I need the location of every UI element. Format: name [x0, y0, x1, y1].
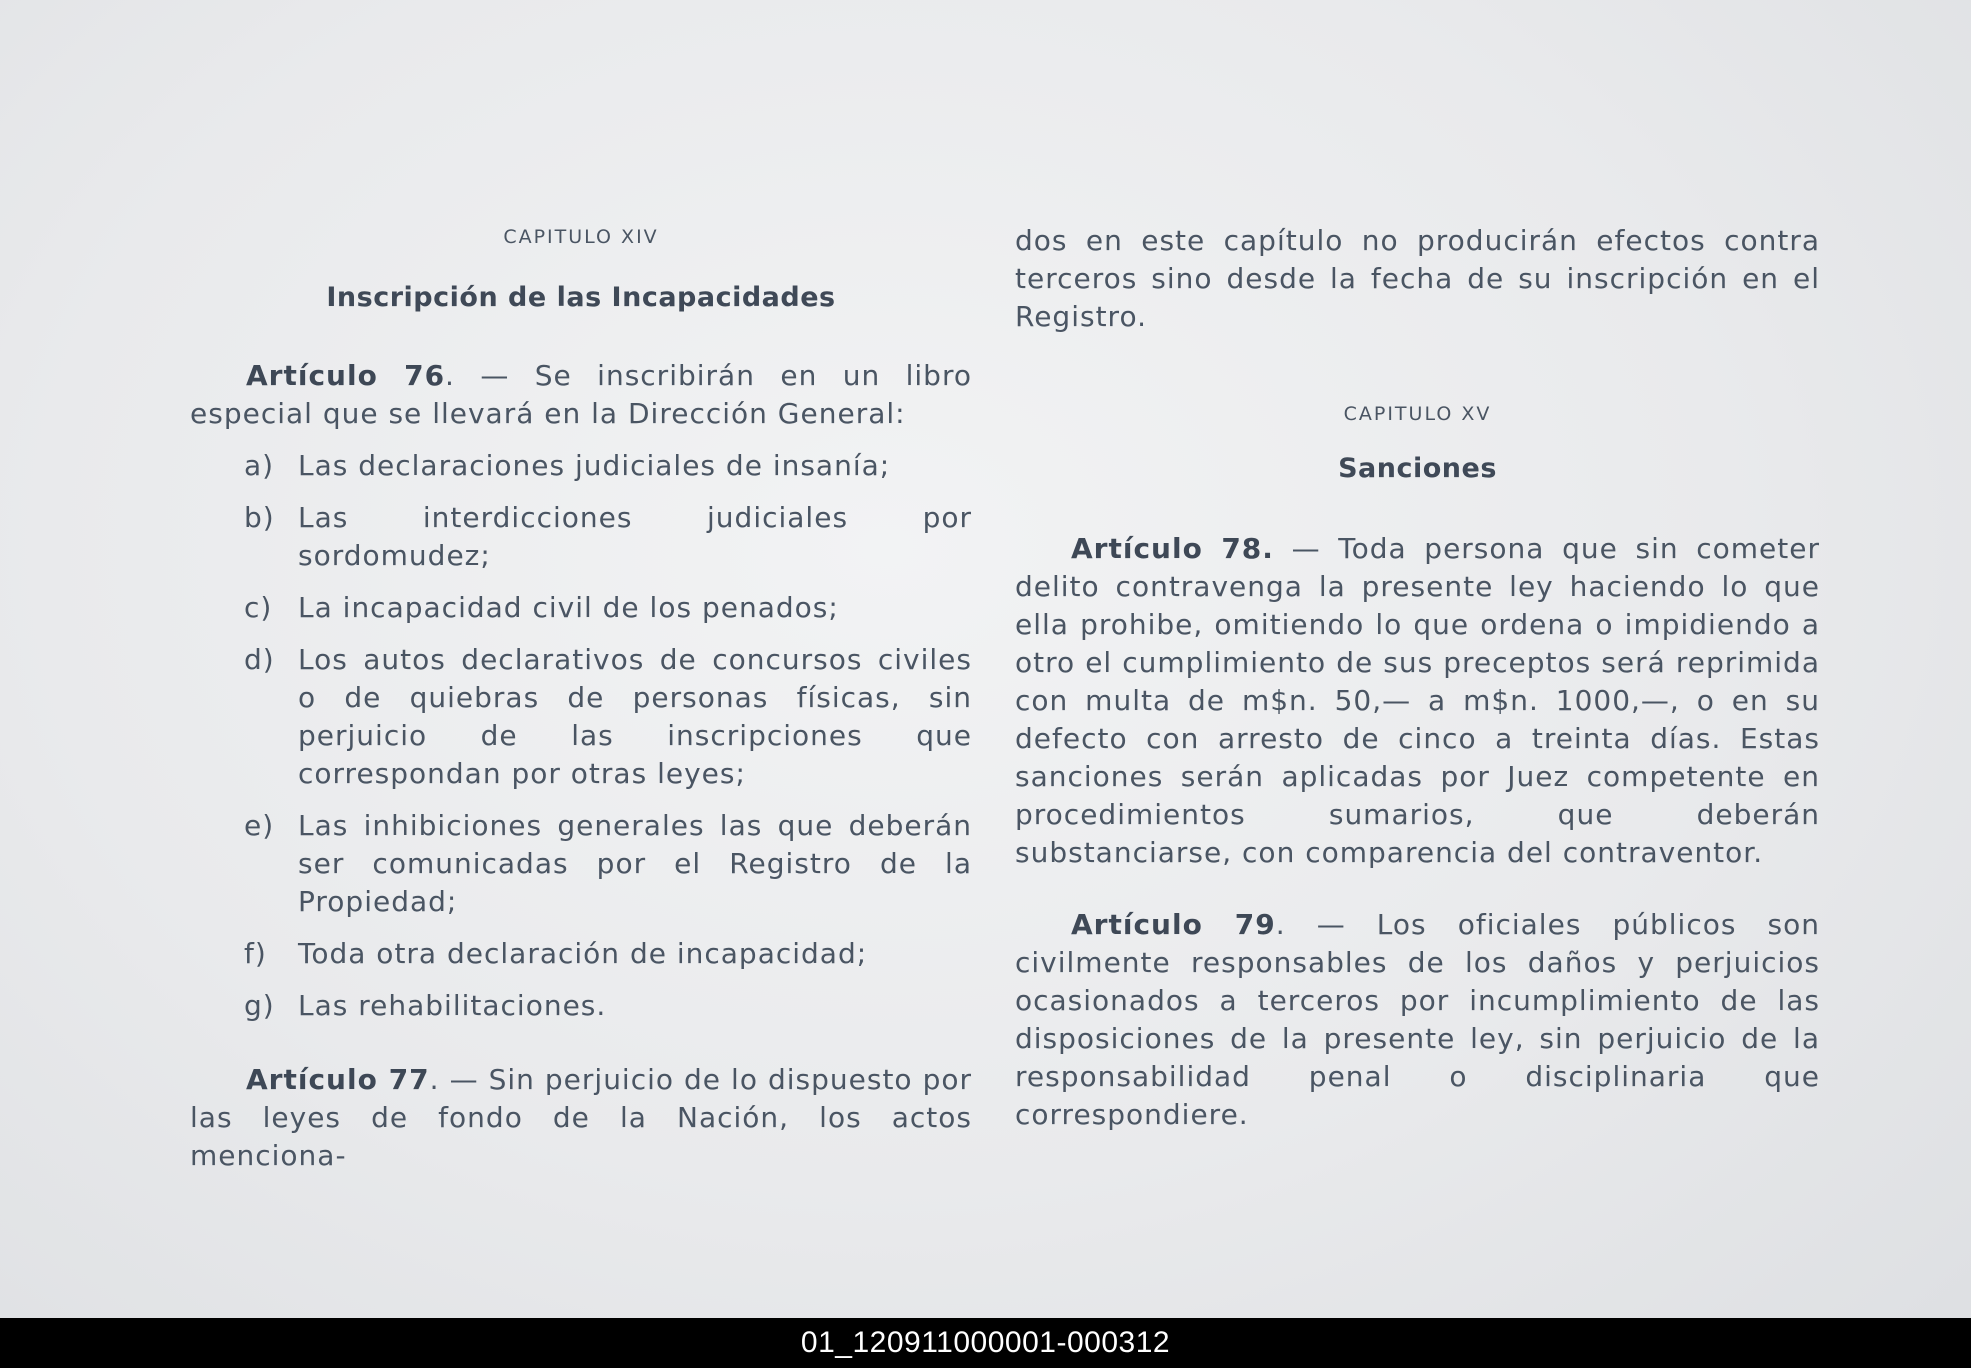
image-id-text: 01_120911000001-000312 [800, 1326, 1171, 1359]
list-item [190, 589, 972, 627]
article-79 [1015, 906, 1820, 1134]
right-column [1015, 222, 1820, 1134]
chapter-xv-label: CAPITULO XV [1343, 403, 1492, 425]
article-76 [190, 357, 972, 433]
list-item-label: b) [244, 501, 275, 534]
article-79-label: Artículo 79 [1071, 908, 1276, 941]
article-79-text: . — Los oficiales públicos son civilmente responsables de los daños y perjuicios ocasionados a terceros por incumplimiento de las disposiciones de la presente ley, sin perjuicio de la responsabilidad penal o disciplinaria que correspondiere. [1015, 908, 1820, 1131]
list-item-label: d) [244, 643, 275, 676]
list-item [190, 499, 972, 575]
article-76-text: . — Se inscribirán en un libro especial que se llevará en la Dirección General: [190, 359, 972, 430]
list-item-label: c) [244, 591, 273, 624]
list-item-text: Las rehabilitaciones. [298, 989, 607, 1022]
chapter-xv-title: Sanciones [1338, 453, 1497, 484]
list-item [190, 807, 972, 921]
article-76-list [190, 447, 972, 1025]
list-item-text: Las inhibiciones generales las que deberán ser comunicadas por el Registro de la Propiedad; [298, 809, 972, 918]
image-id-bar [0, 1318, 1971, 1368]
list-item-label: e) [244, 809, 275, 842]
list-item [190, 987, 972, 1025]
article-78 [1015, 530, 1820, 872]
article-76-label: Artículo 76 [246, 359, 446, 392]
list-item [190, 447, 972, 485]
list-item [190, 641, 972, 793]
article-77 [190, 1061, 972, 1175]
list-item-text: Las declaraciones judiciales de insanía; [298, 449, 891, 482]
list-item-label: f) [244, 937, 267, 970]
left-column [190, 225, 972, 1175]
article-78-label: Artículo 78. [1071, 532, 1274, 565]
article-77-label: Artículo 77 [246, 1063, 430, 1096]
list-item-label: g) [244, 989, 275, 1022]
list-item-text: Los autos declarativos de concursos civiles o de quiebras de personas físicas, sin perjuicio de las inscripciones que correspondan por otras leyes; [298, 643, 972, 790]
article-77-text: . — Sin perjuicio de lo dispuesto por las leyes de fondo de la Nación, los actos menciona- [190, 1063, 972, 1172]
article-77-continuation: dos en este capítulo no producirán efectos contra terceros sino desde la fecha de su inscripción en el Registro. [1015, 224, 1820, 333]
list-item-text: Toda otra declaración de incapacidad; [298, 937, 868, 970]
list-item [190, 935, 972, 973]
chapter-xiv-title: Inscripción de las Incapacidades [326, 282, 836, 313]
list-item-text: La incapacidad civil de los penados; [298, 591, 839, 624]
list-item-label: a) [244, 449, 275, 482]
article-78-text: — Toda persona que sin cometer delito contravenga la presente ley haciendo lo que ella prohibe, omitiendo lo que ordena o impidiendo a otro el cumplimiento de sus preceptos será reprimida con multa de m$n. 50,— a m$n. 1000,—, o en su defecto con arresto de cinco a treinta días. Estas sanciones serán aplicadas por Juez competente en procedimientos sumarios, que deberán substanciarse, con comparencia del contraventor. [1015, 532, 1820, 869]
list-item-text: Las interdicciones judiciales por sordomudez; [298, 501, 972, 572]
chapter-xiv-label: CAPITULO XIV [503, 226, 659, 248]
